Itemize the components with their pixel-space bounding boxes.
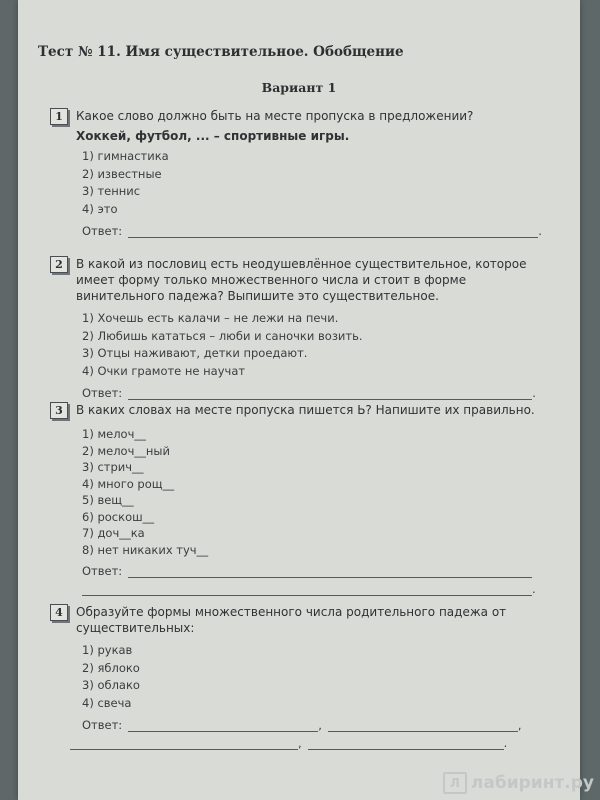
options-list: [82, 642, 544, 712]
option-item: 4) много рощ__: [82, 476, 175, 491]
answer-line[interactable]: [128, 225, 538, 238]
worksheet-page: [18, 0, 580, 800]
task-3: [50, 402, 544, 596]
option-item: 3) облако: [82, 678, 140, 692]
task-number: 2: [50, 256, 68, 273]
answer-row: Ответ: .: [82, 386, 536, 400]
watermark: [443, 772, 594, 794]
variant-heading: Вариант 1: [261, 80, 337, 95]
task-sentence: Хоккей, футбол, ... – спортивные игры.: [76, 129, 350, 143]
answer-label: Ответ:: [82, 564, 123, 578]
options-list: [82, 148, 544, 218]
watermark-text: лабиринт.ру: [470, 773, 594, 793]
option-item: 7) доч__ка: [82, 526, 145, 540]
option-item: 2) мелоч__ный: [82, 443, 170, 458]
option-item: 2) Любишь кататься – люби и саночки возить.: [82, 328, 363, 343]
option-item: 6) роскош__: [82, 509, 155, 524]
task-question: Какое слово должно быть на месте пропуска в предложении?: [76, 109, 474, 123]
task-4: [50, 604, 544, 750]
option-item: 2) яблоко: [82, 660, 140, 675]
option-item: 8) нет никаких туч__: [82, 542, 209, 557]
answer-row: Ответ: , ,: [82, 718, 522, 732]
answer-line[interactable]: [128, 565, 532, 578]
option-item: 3) Отцы наживают, детки проедают.: [82, 346, 308, 360]
option-item: 1) мелоч__: [82, 427, 146, 441]
task-1: [50, 108, 544, 238]
answer-label: Ответ:: [82, 718, 123, 732]
option-item: 4) свеча: [82, 695, 132, 710]
task-question: Образуйте формы множественного числа родительного падежа от существительных:: [76, 605, 507, 635]
labirint-logo-icon: Л: [443, 772, 467, 794]
page-title: Тест № 11. Имя существительное. Обобщение: [38, 44, 404, 60]
answer-row: .: [82, 582, 544, 596]
option-item: 1) Хочешь есть калачи – не лежи на печи.: [82, 311, 339, 325]
option-item: 4) это: [82, 201, 118, 216]
option-item: 2) известные: [82, 166, 162, 181]
answer-line[interactable]: [70, 737, 298, 750]
answer-line[interactable]: [308, 737, 504, 750]
option-item: 1) рукав: [82, 643, 133, 657]
option-item: 5) вещ__: [82, 493, 134, 507]
answer-line[interactable]: [128, 719, 318, 732]
options-list: [82, 426, 544, 558]
task-number: 4: [50, 604, 68, 621]
option-item: 4) Очки грамоте не научат: [82, 363, 246, 378]
answer-line[interactable]: [128, 387, 532, 400]
task-question: В каких словах на месте пропуска пишется Ь? Напишите их правильно.: [76, 403, 535, 417]
option-item: 3) стрич__: [82, 460, 144, 474]
option-item: 1) гимнастика: [82, 149, 169, 163]
answer-line[interactable]: [328, 719, 518, 732]
options-list: [82, 310, 544, 380]
answer-row: [82, 564, 544, 578]
answer-row: , .: [70, 736, 544, 750]
task-number: 3: [50, 402, 68, 419]
answer-row: Ответ: .: [82, 224, 542, 238]
answer-label: Ответ:: [82, 224, 123, 238]
answer-line[interactable]: [82, 583, 532, 596]
task-2: [50, 256, 544, 400]
task-number: 1: [50, 108, 68, 125]
answer-label: Ответ:: [82, 386, 123, 400]
task-question: В какой из пословиц есть неодушевлённое существительное, которое имеет форму только множественного числа и стоит в форме винительного падежа? Выпишите это существительное.: [76, 257, 527, 303]
option-item: 3) теннис: [82, 184, 141, 198]
